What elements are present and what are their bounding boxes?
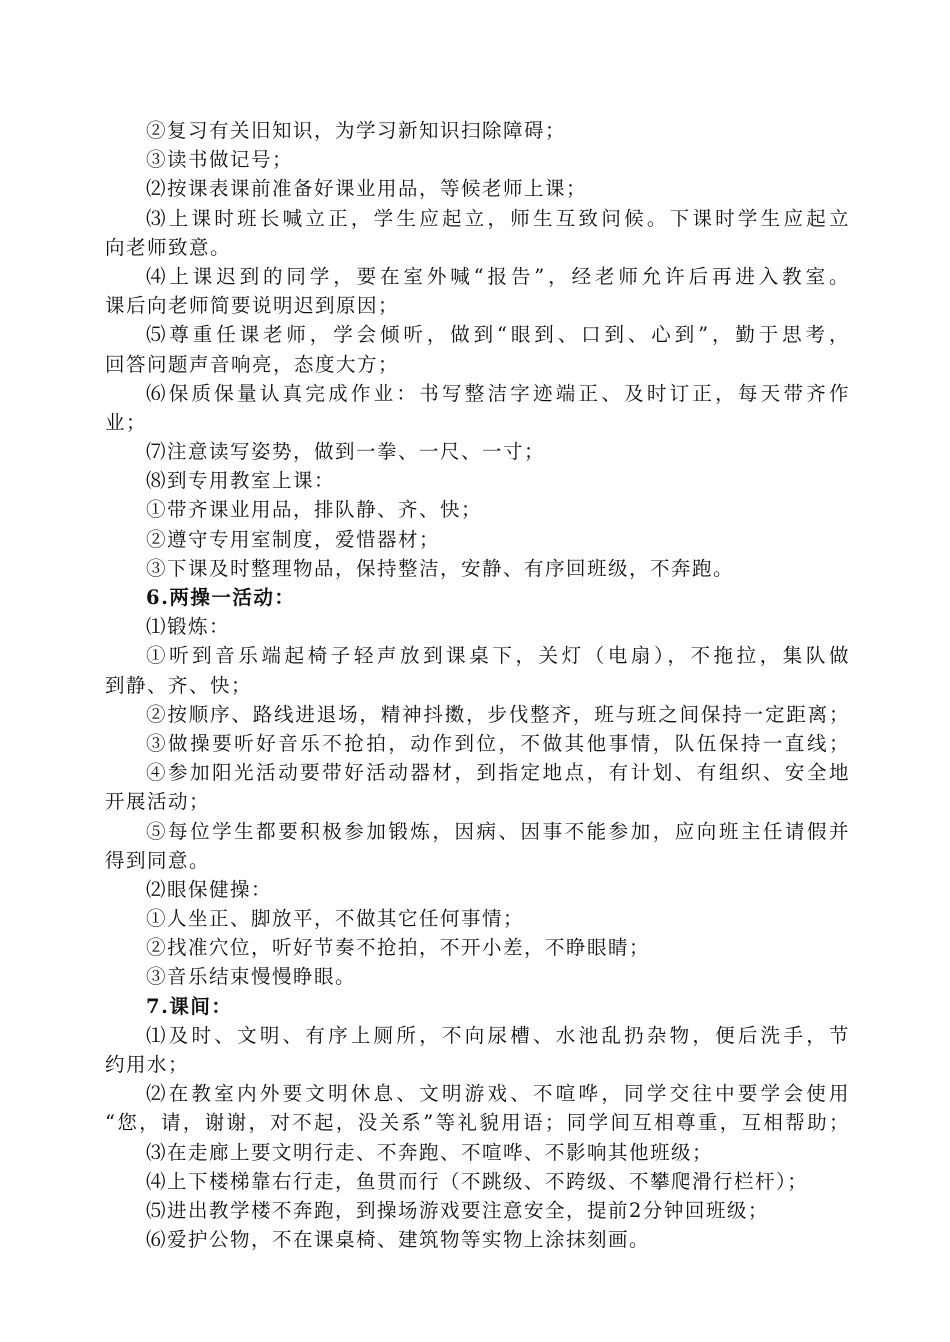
text-line: ①带齐课业用品，排队静、齐、快； [146, 498, 483, 522]
text-line: ⑸尊重任课老师，学会倾听，做到“眼到、口到、心到”，勤于思考， [146, 323, 850, 347]
text-line: ③读书做记号； [146, 148, 294, 172]
text-line: ⑸进出教学楼不奔跑，到操场游戏要注意安全，提前2分钟回班级； [146, 1198, 769, 1222]
section-heading: 7.课间： [146, 994, 233, 1018]
text-line: ②复习有关旧知识，为学习新知识扫除障碍； [146, 119, 567, 142]
text-line: 课后向老师简要说明迟到原因； [105, 294, 400, 318]
text-line: ⑻到专用教室上课： [146, 469, 336, 493]
subsection-heading: ⑵眼保健操： [146, 877, 273, 901]
text-line: ⑷上课迟到的同学，要在室外喊“报告”，经老师允许后再进入教室。 [146, 264, 850, 288]
text-line: ⑺注意读写姿势，做到一拳、一尺、一寸； [146, 440, 546, 464]
text-line: 开展活动； [105, 790, 211, 814]
subsection-heading: ⑴锻炼： [146, 615, 231, 639]
text-line: ⑴及时、文明、有序上厕所，不向尿槽、水池乱扔杂物，便后洗手，节 [146, 1023, 850, 1047]
text-line: “您，请，谢谢，对不起，没关系”等礼貌用语；同学间互相尊重，互相帮助； [105, 1111, 850, 1135]
text-line: ⑵在教室内外要文明休息、文明游戏、不喧哗，同学交往中要学会使用 [146, 1082, 850, 1106]
text-line: ⑵按课表课前准备好课业用品，等候老师上课； [146, 177, 588, 201]
text-line: 业； [105, 410, 148, 434]
text-line: ①听到音乐端起椅子轻声放到课桌下，关灯（电扇），不拖拉，集队做 [146, 644, 850, 668]
text-line: ②按顺序、路线进退场，精神抖擞，步伐整齐，班与班之间保持一定距离； [146, 702, 850, 726]
text-line: 得到同意。 [105, 848, 211, 872]
text-line: ⑹保质保量认真完成作业：书写整洁字迹端正、及时订正，每天带齐作 [146, 381, 850, 405]
text-line: 约用水； [105, 1053, 190, 1076]
document-body [105, 116, 850, 1254]
text-line: 到静、齐、快； [105, 673, 253, 697]
text-line: ③音乐结束慢慢睁眼。 [146, 965, 357, 989]
text-line: ⑤每位学生都要积极参加锻炼，因病、因事不能参加，应向班主任请假并 [146, 819, 850, 843]
text-line: ⑷上下楼梯靠右行走，鱼贯而行（不跳级、不跨级、不攀爬滑行栏杆）； [146, 1169, 809, 1193]
text-line: ⑹爱护公物，不在课桌椅、建筑物等实物上涂抹刻画。 [146, 1228, 651, 1252]
text-line: ⑶上课时班长喊立正，学生应起立，师生互致问候。下课时学生应起立 [146, 206, 850, 230]
text-line: 回答问题声音响亮，态度大方； [105, 352, 400, 376]
text-line: ③做操要听好音乐不抢拍，动作到位，不做其他事情，队伍保持一直线； [146, 731, 850, 755]
text-line: ②遵守专用室制度，爱惜器材； [146, 527, 441, 551]
text-line: ②找准穴位，听好节奏不抢拍，不开小差，不睁眼睛； [146, 936, 651, 960]
text-line: ①人坐正、脚放平，不做其它任何事情； [146, 907, 525, 931]
text-line: 向老师致意。 [105, 235, 232, 259]
section-heading: 6.两操一活动： [146, 586, 296, 609]
text-line: ③下课及时整理物品，保持整洁，安静、有序回班级，不奔跑。 [146, 556, 735, 580]
text-line: ④参加阳光活动要带好活动器材，到指定地点，有计划、有组织、安全地 [146, 761, 850, 785]
text-line: ⑶在走廊上要文明行走、不奔跑、不喧哗、不影响其他班级； [146, 1140, 714, 1164]
